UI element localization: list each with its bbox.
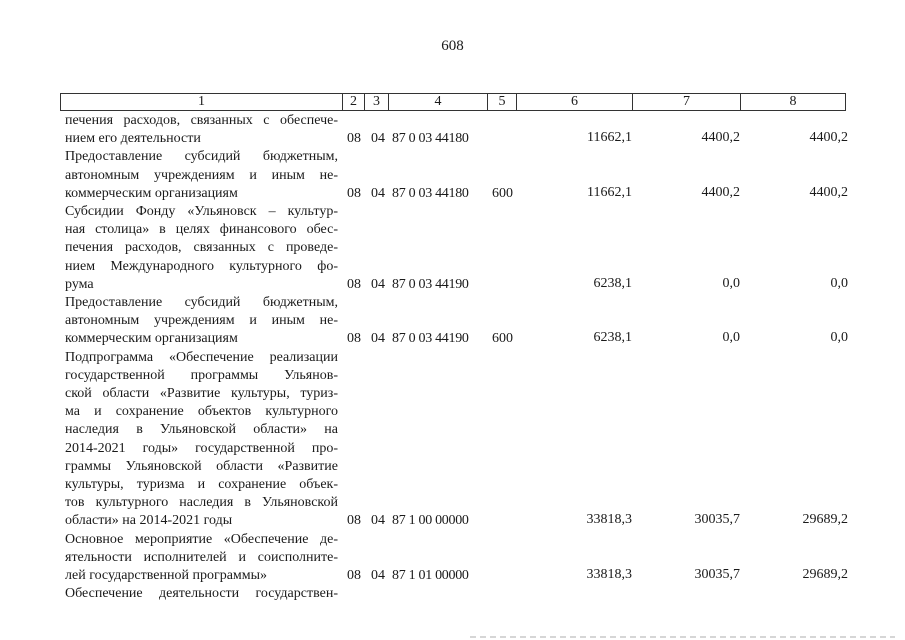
amount-col8: 29689,2 bbox=[802, 567, 848, 583]
amount-col7: 4400,2 bbox=[701, 130, 740, 146]
subsection-code: 04 bbox=[371, 131, 385, 147]
description-line: нием Международного культурного фо- bbox=[65, 258, 338, 274]
table-row bbox=[60, 203, 846, 294]
table-row bbox=[60, 148, 846, 203]
description-line: наследия в Ульяновской области» на bbox=[65, 422, 338, 438]
amount-col8: 0,0 bbox=[830, 330, 848, 346]
amount-col8: 0,0 bbox=[830, 275, 848, 291]
column-header-2: 2 bbox=[343, 94, 365, 110]
row-description bbox=[60, 294, 338, 349]
amount-col8: 4400,2 bbox=[809, 130, 848, 146]
description-line: Обеспечение деятельности государствен- bbox=[65, 586, 338, 602]
table-row bbox=[60, 585, 846, 603]
row-description bbox=[60, 148, 338, 203]
target-article-code: 87 0 03 44180 bbox=[392, 185, 469, 201]
section-code: 08 bbox=[347, 185, 361, 201]
subsection-code: 04 bbox=[371, 276, 385, 292]
description-line: коммерческим организациям bbox=[65, 185, 238, 201]
column-header-6: 6 bbox=[517, 94, 633, 110]
description-line: коммерческим организациям bbox=[65, 331, 238, 347]
description-line: автономным учреждениям и иным не- bbox=[65, 313, 338, 329]
subsection-code: 04 bbox=[371, 331, 385, 347]
description-line: области» на 2014-2021 годы bbox=[65, 513, 233, 529]
row-description bbox=[60, 112, 338, 148]
section-code: 08 bbox=[347, 276, 361, 292]
description-line: ная столица» в целях финансового обес- bbox=[65, 222, 338, 238]
section-code: 08 bbox=[347, 331, 361, 347]
row-description bbox=[60, 203, 338, 294]
table-row bbox=[60, 531, 846, 586]
amount-col8: 4400,2 bbox=[809, 184, 848, 200]
subsection-code: 04 bbox=[371, 185, 385, 201]
amount-col6: 33818,3 bbox=[586, 567, 632, 583]
description-line: автономным учреждениям и иным не- bbox=[65, 167, 338, 183]
section-code: 08 bbox=[347, 513, 361, 529]
description-line: печения расходов, связанных с проведе- bbox=[65, 240, 338, 256]
table-header-row bbox=[60, 93, 846, 111]
description-line: нием его деятельности bbox=[65, 131, 201, 147]
subsection-code: 04 bbox=[371, 513, 385, 529]
description-line: 2014-2021 годы» государственной про- bbox=[65, 440, 338, 456]
target-article-code: 87 0 03 44180 bbox=[392, 131, 469, 147]
target-article-code: 87 1 01 00000 bbox=[392, 568, 469, 584]
scan-artifact bbox=[470, 636, 895, 638]
page-number: 608 bbox=[441, 38, 464, 54]
description-line: ятельности исполнителей и соисполните- bbox=[65, 549, 338, 565]
subsection-code: 04 bbox=[371, 568, 385, 584]
column-header-3: 3 bbox=[365, 94, 389, 110]
description-line: Подпрограмма «Обеспечение реализации bbox=[65, 349, 338, 365]
description-line: граммы Ульяновской области «Развитие bbox=[65, 458, 338, 474]
column-header-7: 7 bbox=[633, 94, 741, 110]
amount-col6: 33818,3 bbox=[586, 512, 632, 528]
amount-col7: 0,0 bbox=[722, 275, 740, 291]
table-row bbox=[60, 112, 846, 148]
amount-col6: 6238,1 bbox=[593, 275, 632, 291]
target-article-code: 87 1 00 00000 bbox=[392, 513, 469, 529]
description-line: ма и сохранение объектов культурного bbox=[65, 404, 338, 420]
description-line: печения расходов, связанных с обеспече- bbox=[65, 113, 338, 128]
column-header-8: 8 bbox=[789, 94, 797, 109]
amount-col7: 30035,7 bbox=[694, 567, 740, 583]
amount-col7: 0,0 bbox=[722, 330, 740, 346]
description-line: Предоставление субсидий бюджетным, bbox=[65, 295, 338, 311]
column-header-5: 5 bbox=[488, 94, 517, 110]
column-header-1: 1 bbox=[61, 94, 343, 110]
row-description bbox=[60, 349, 338, 531]
expense-type-code: 600 bbox=[492, 331, 513, 347]
description-line: рума bbox=[65, 276, 94, 292]
amount-col7: 30035,7 bbox=[694, 512, 740, 528]
description-line: ской области «Развитие культуры, туриз- bbox=[65, 386, 338, 402]
amount-col8: 29689,2 bbox=[802, 512, 848, 528]
description-line: культуры, туризма и сохранение объек- bbox=[65, 477, 338, 493]
section-code: 08 bbox=[347, 568, 361, 584]
target-article-code: 87 0 03 44190 bbox=[392, 276, 469, 292]
amount-col7: 4400,2 bbox=[701, 184, 740, 200]
amount-col6: 11662,1 bbox=[587, 130, 632, 146]
column-header-4: 4 bbox=[389, 94, 488, 110]
description-line: лей государственной программы» bbox=[65, 568, 268, 584]
amount-col6: 11662,1 bbox=[587, 184, 632, 200]
table-row bbox=[60, 294, 846, 349]
row-description bbox=[60, 585, 338, 603]
target-article-code: 87 0 03 44190 bbox=[392, 331, 469, 347]
amount-col6: 6238,1 bbox=[593, 330, 632, 346]
table-body bbox=[60, 112, 846, 603]
table-row bbox=[60, 349, 846, 531]
description-line: Субсидии Фонду «Ульяновск – культур- bbox=[65, 204, 338, 220]
description-line: государственной программы Ульянов- bbox=[65, 367, 338, 383]
section-code: 08 bbox=[347, 131, 361, 147]
expense-type-code: 600 bbox=[492, 185, 513, 201]
description-line: тов культурного наследия в Ульяновской bbox=[65, 495, 338, 511]
description-line: Предоставление субсидий бюджетным, bbox=[65, 149, 338, 165]
description-line: Основное мероприятие «Обеспечение де- bbox=[65, 531, 338, 547]
row-description bbox=[60, 531, 338, 586]
